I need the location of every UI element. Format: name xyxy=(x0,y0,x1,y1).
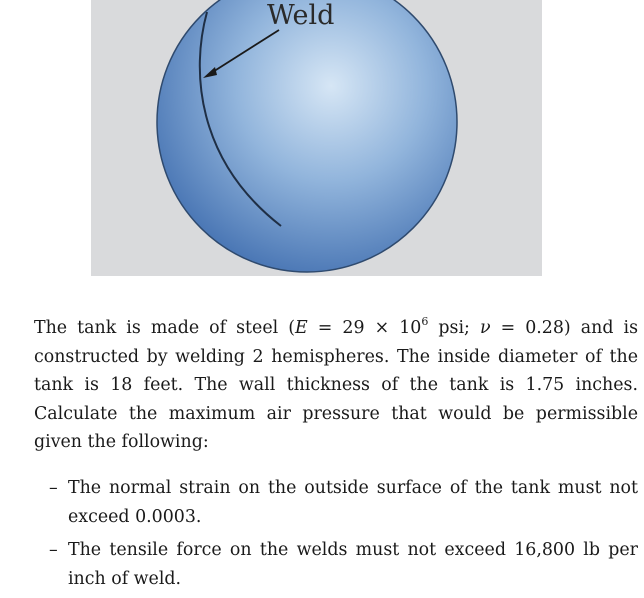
modulus-exponent: 6 xyxy=(421,315,429,328)
condition-text-weld-force: The tensile force on the welds must not exceed 16,800 lb per inch of weld. xyxy=(68,540,638,589)
modulus-unit: psi; xyxy=(428,318,480,338)
problem-statement xyxy=(34,314,638,457)
statement-part-b: = 0.28) and is constructed by welding 2 hemispheres. The inside diameter of the tank is 18 feet. The wall thickness of the tank is 1.75 inches. Calculate the maximum air pressure that would be permissible given the following: xyxy=(34,318,639,453)
modulus-value: = 29 × 10 xyxy=(307,318,422,338)
modulus-symbol: E xyxy=(295,318,308,338)
sphere-tank-illustration xyxy=(91,0,542,276)
statement-part-a: The tank is made of steel ( xyxy=(34,318,296,338)
list-dash: – xyxy=(49,540,58,561)
poisson-symbol: ν xyxy=(479,318,491,338)
list-dash: – xyxy=(49,477,58,498)
problem-text xyxy=(34,314,638,598)
condition-item-weld-force xyxy=(49,536,638,593)
conditions-list xyxy=(34,474,638,593)
tank-figure xyxy=(91,0,542,276)
weld-label: Weld xyxy=(267,0,335,31)
condition-item-strain xyxy=(49,474,638,531)
condition-text-strain: The normal strain on the outside surface of the tank must not exceed 0.0003. xyxy=(68,477,638,527)
